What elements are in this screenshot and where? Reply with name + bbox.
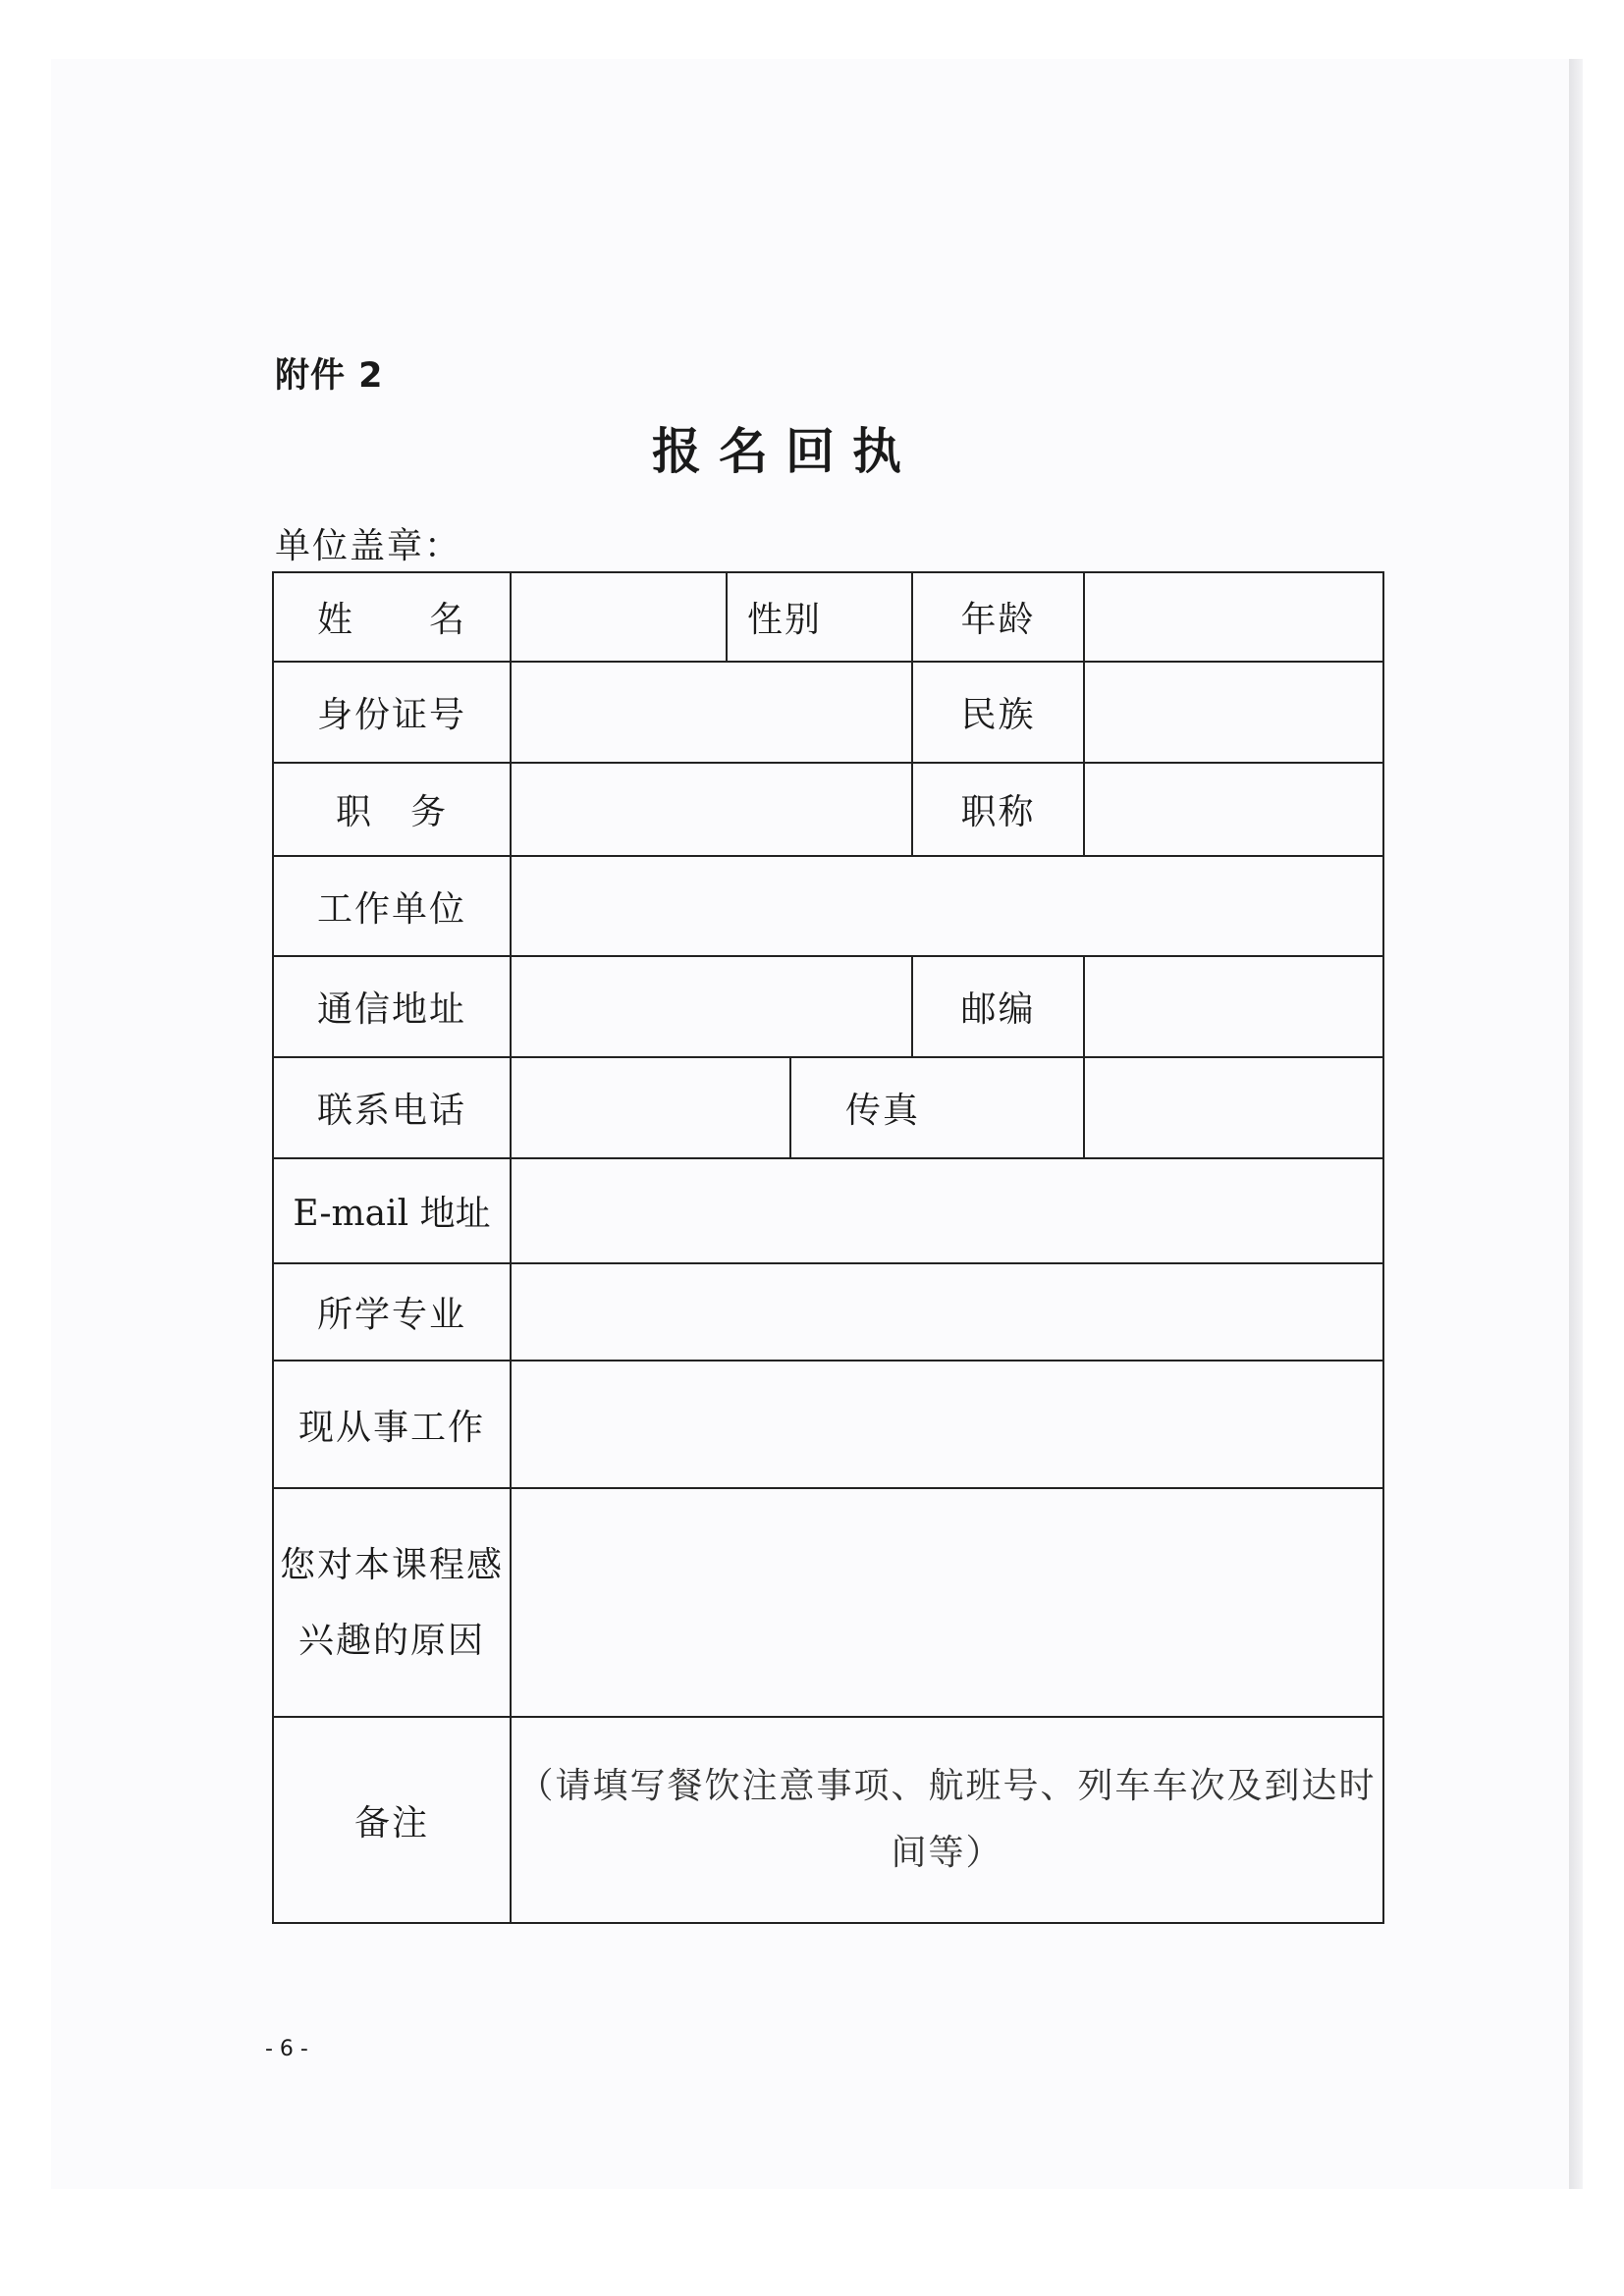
ethnicity-field[interactable] bbox=[1084, 662, 1383, 763]
age-label: 年龄 bbox=[912, 572, 1084, 662]
phone-label: 联系电话 bbox=[273, 1057, 511, 1158]
reason-field[interactable] bbox=[511, 1488, 1383, 1717]
table-row bbox=[273, 1263, 1383, 1361]
sheet-edge bbox=[1569, 59, 1583, 2189]
table-row bbox=[273, 763, 1383, 856]
email-field[interactable] bbox=[511, 1158, 1383, 1263]
table-row bbox=[273, 1158, 1383, 1263]
postcode-field[interactable] bbox=[1084, 956, 1383, 1057]
attachment-label: 附件 2 bbox=[275, 356, 384, 396]
table-row bbox=[273, 1488, 1383, 1717]
age-field[interactable] bbox=[1084, 572, 1383, 662]
table-row bbox=[273, 572, 1383, 662]
gender-label: 性别 bbox=[727, 572, 912, 662]
address-label: 通信地址 bbox=[273, 956, 511, 1057]
remarks-field[interactable]: （请填写餐饮注意事项、航班号、列车车次及到达时间等） bbox=[511, 1717, 1383, 1923]
table-row bbox=[273, 956, 1383, 1057]
current-work-field[interactable] bbox=[511, 1361, 1383, 1488]
professional-title-label: 职称 bbox=[912, 763, 1084, 856]
table-row bbox=[273, 1057, 1383, 1158]
page-number: - 6 - bbox=[265, 2037, 308, 2061]
table-row bbox=[273, 856, 1383, 956]
id-number-label: 身份证号 bbox=[273, 662, 511, 763]
page-title: 报名回执 bbox=[652, 423, 919, 480]
reason-label: 您对本课程感兴趣的原因 bbox=[273, 1488, 511, 1717]
major-label: 所学专业 bbox=[273, 1263, 511, 1361]
unit-seal-label: 单位盖章： bbox=[275, 526, 462, 566]
address-field[interactable] bbox=[511, 956, 912, 1057]
fax-field[interactable] bbox=[1084, 1057, 1383, 1158]
major-field[interactable] bbox=[511, 1263, 1383, 1361]
name-label: 姓 名 bbox=[273, 572, 511, 662]
employer-label: 工作单位 bbox=[273, 856, 511, 956]
id-number-field[interactable] bbox=[511, 662, 912, 763]
table-row bbox=[273, 1717, 1383, 1923]
registration-form-table bbox=[272, 571, 1384, 1924]
position-label: 职 务 bbox=[273, 763, 511, 856]
postcode-label: 邮编 bbox=[912, 956, 1084, 1057]
current-work-label: 现从事工作 bbox=[273, 1361, 511, 1488]
email-label: E-mail 地址 bbox=[273, 1158, 511, 1263]
fax-label: 传真 bbox=[790, 1057, 1084, 1158]
table-row bbox=[273, 662, 1383, 763]
name-field[interactable] bbox=[511, 572, 727, 662]
ethnicity-label: 民族 bbox=[912, 662, 1084, 763]
professional-title-field[interactable] bbox=[1084, 763, 1383, 856]
remarks-label: 备注 bbox=[273, 1717, 511, 1923]
phone-field[interactable] bbox=[511, 1057, 790, 1158]
position-field[interactable] bbox=[511, 763, 912, 856]
employer-field[interactable] bbox=[511, 856, 1383, 956]
table-row bbox=[273, 1361, 1383, 1488]
